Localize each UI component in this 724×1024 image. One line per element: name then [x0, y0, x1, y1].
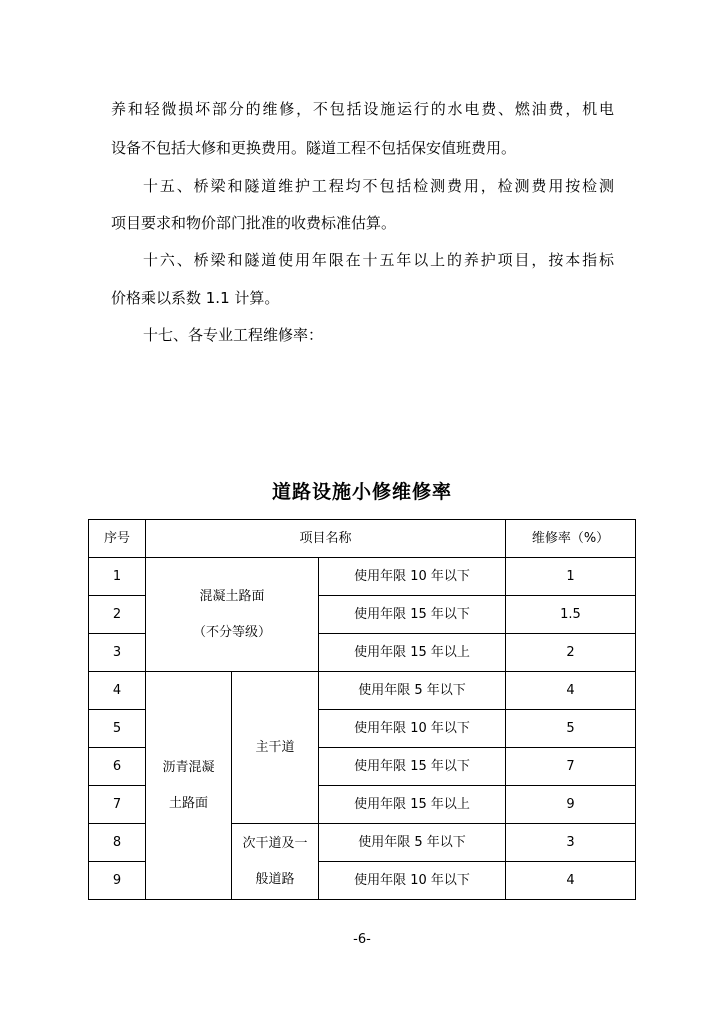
table-row [89, 558, 636, 596]
paragraph-3-line-1: 十六、桥梁和隧道使用年限在十五年以上的养护项目，按本指标 [143, 251, 614, 269]
row-condition: 使用年限 5 年以下 [319, 824, 506, 862]
row-rate: 7 [506, 748, 636, 786]
page-number: -6- [353, 932, 371, 947]
row-rate: 3 [506, 824, 636, 862]
paragraph-2-line-2: 项目要求和物价部门批准的收费标准估算。 [111, 214, 397, 232]
paragraph-1-line-2: 设备不包括大修和更换费用。隧道工程不包括保安值班费用。 [111, 139, 517, 157]
paragraph-1-line-1: 养和轻微损坏部分的维修，不包括设施运行的水电费、燃油费，机电 [111, 100, 614, 118]
row-rate: 5 [506, 710, 636, 748]
row-rate: 4 [506, 672, 636, 710]
row-rate: 4 [506, 862, 636, 900]
row-index: 7 [89, 786, 146, 824]
row-index: 6 [89, 748, 146, 786]
subgroup-secondary-road [232, 824, 319, 900]
row-condition: 使用年限 10 年以下 [319, 558, 506, 596]
table-header-row [89, 520, 636, 558]
paragraph-2-line-1: 十五、桥梁和隧道维护工程均不包括检测费用，检测费用按检测 [143, 177, 614, 195]
row-condition: 使用年限 15 年以下 [319, 748, 506, 786]
row-condition: 使用年限 15 年以下 [319, 596, 506, 634]
row-condition: 使用年限 15 年以上 [319, 634, 506, 672]
group-concrete-name-line1: 混凝土路面 [199, 588, 265, 604]
row-index: 8 [89, 824, 146, 862]
row-rate: 1.5 [506, 596, 636, 634]
group-asphalt-name-line1: 沥青混凝 [162, 759, 215, 775]
row-rate: 2 [506, 634, 636, 672]
table-title: 道路设施小修维修率 [271, 481, 452, 503]
row-index: 2 [89, 596, 146, 634]
group-concrete-pavement [146, 558, 319, 672]
row-rate: 1 [506, 558, 636, 596]
row-rate: 9 [506, 786, 636, 824]
paragraph-4-line-1: 十七、各专业工程维修率： [143, 326, 324, 344]
row-index: 4 [89, 672, 146, 710]
row-condition: 使用年限 5 年以下 [319, 672, 506, 710]
header-item-name: 项目名称 [146, 520, 506, 558]
header-rate: 维修率（%） [506, 520, 636, 558]
repair-rate-table [88, 519, 636, 900]
group-asphalt-pavement [146, 672, 232, 900]
table-row [89, 672, 636, 710]
subgroup-main-road: 主干道 [232, 672, 319, 824]
header-index: 序号 [89, 520, 146, 558]
row-condition: 使用年限 10 年以下 [319, 862, 506, 900]
row-condition: 使用年限 10 年以下 [319, 710, 506, 748]
subgroup-secondary-line1: 次干道及一 [242, 835, 308, 851]
row-index: 3 [89, 634, 146, 672]
row-condition: 使用年限 15 年以上 [319, 786, 506, 824]
row-index: 5 [89, 710, 146, 748]
row-index: 9 [89, 862, 146, 900]
group-concrete-name-line2: （不分等级） [192, 624, 271, 640]
group-asphalt-name-line2: 土路面 [168, 795, 208, 811]
paragraph-3-line-2: 价格乘以系数 1.1 计算。 [111, 289, 280, 307]
subgroup-secondary-line2: 般道路 [255, 871, 295, 887]
row-index: 1 [89, 558, 146, 596]
